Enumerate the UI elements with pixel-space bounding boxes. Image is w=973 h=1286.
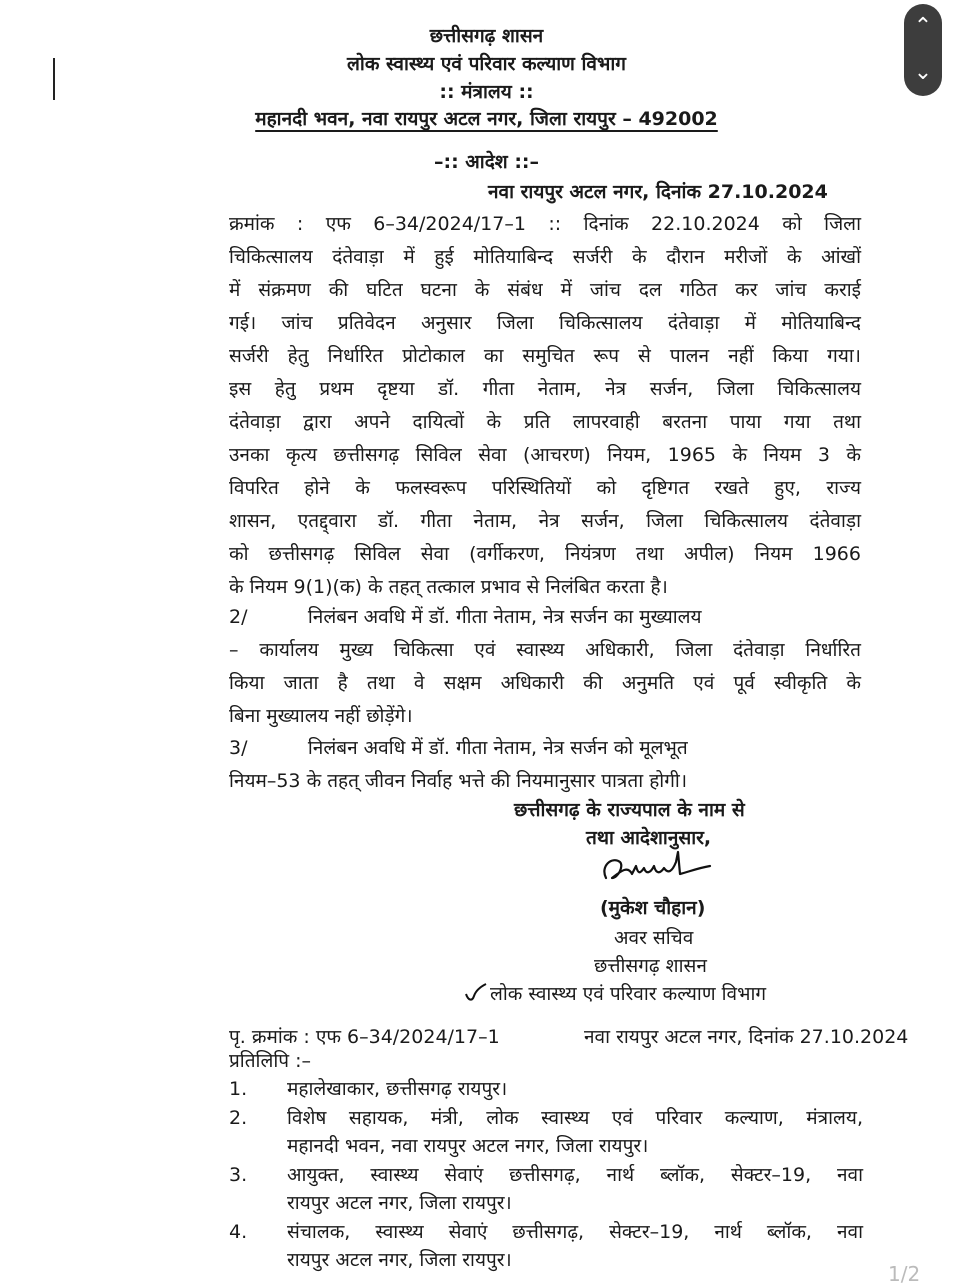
para2-line: बिना मुख्यालय नहीं छोड़ेंगे। bbox=[229, 705, 413, 727]
para1-line: विपरित होने के फलस्वरूप परिस्थितियों को दृष्टिगत रखते हुए, राज्य bbox=[229, 477, 861, 499]
para1-line: के नियम 9(1)(क) के तहत् तत्काल प्रभाव से निलंबित करता है। bbox=[229, 576, 668, 598]
copy-item-line: महानदी भवन, नवा रायपुर अटल नगर, जिला रायपुर। bbox=[287, 1135, 649, 1157]
header-government: छत्तीसगढ़ शासन bbox=[429, 25, 544, 47]
para1-line: शासन, एतद्द्वारा डॉ. गीता नेताम, नेत्र सर्जन, जिला चिकित्सालय दंतेवाड़ा bbox=[229, 510, 861, 532]
authority-line-1: छत्तीसगढ़ के राज्यपाल के नाम से bbox=[514, 799, 745, 821]
copy-item-line: रायपुर अटल नगर, जिला रायपुर। bbox=[287, 1249, 512, 1271]
endorsement-ref: पृ. क्रमांक : एफ 6–34/2024/17–1 bbox=[229, 1026, 500, 1048]
para2-line: 2/ निलंबन अवधि में डॉ. गीता नेताम, नेत्र सर्जन का मुख्यालय bbox=[229, 606, 702, 628]
copy-item-number: 3. bbox=[229, 1164, 248, 1186]
para1-line: उनका कृत्य छत्तीसगढ़ सिविल सेवा (आचरण) नियम, 1965 के नियम 3 के bbox=[229, 444, 861, 466]
copy-item-line: रायपुर अटल नगर, जिला रायपुर। bbox=[287, 1192, 512, 1214]
signatory-designation: अवर सचिव bbox=[614, 927, 694, 949]
para1-line: को छत्तीसगढ़ सिविल सेवा (वर्गीकरण, नियंत्रण तथा अपील) नियम 1966 bbox=[229, 543, 861, 565]
chevron-down-icon[interactable]: ⌄ bbox=[913, 60, 933, 85]
para2-line: किया जाता है तथा वे सक्षम अधिकारी की अनुमति एवं पूर्व स्वीकृति के bbox=[229, 672, 861, 694]
para1-line: गई। जांच प्रतिवेदन अनुसार जिला चिकित्सालय दंतेवाड़ा में मोतियाबिन्द bbox=[229, 312, 861, 334]
header-department: लोक स्वास्थ्य एवं परिवार कल्याण विभाग bbox=[347, 53, 626, 75]
copy-item-number: 1. bbox=[229, 1078, 248, 1100]
header-ministry: :: मंत्रालय :: bbox=[439, 81, 534, 103]
copy-item-line: विशेष सहायक, मंत्री, लोक स्वास्थ्य एवं परिवार कल्याण, मंत्रालय, bbox=[287, 1107, 863, 1129]
page-nav-control bbox=[904, 4, 942, 96]
para1-line: दंतेवाड़ा द्वारा अपने दायित्वों के प्रति लापरवाही बरतना पाया गया तथा bbox=[229, 411, 861, 433]
authority-line-2: तथा आदेशानुसार, bbox=[586, 827, 712, 849]
signatory-name: (मुकेश चौहान) bbox=[600, 897, 706, 919]
para3-line: 3/ निलंबन अवधि में डॉ. गीता नेताम, नेत्र सर्जन को मूलभूत bbox=[229, 737, 688, 759]
order-heading: –:: आदेश ::– bbox=[433, 151, 540, 173]
endorsement-place-date: नवा रायपुर अटल नगर, दिनांक 27.10.2024 bbox=[584, 1026, 909, 1048]
copy-item-line: आयुक्त, स्वास्थ्य सेवाएं छत्तीसगढ़, नार्थ ब्लॉक, सेक्टर–19, नवा bbox=[287, 1164, 863, 1186]
signature-image bbox=[598, 848, 738, 896]
header-address: महानदी भवन, नवा रायपुर अटल नगर, जिला रायपुर – 492002 bbox=[255, 108, 718, 130]
copy-item-number: 2. bbox=[229, 1107, 248, 1129]
page-indicator: 1/2 bbox=[888, 1262, 921, 1286]
para2-line: – कार्यालय मुख्य चिकित्सा एवं स्वास्थ्य अधिकारी, जिला दंतेवाड़ा निर्धारित bbox=[229, 639, 861, 661]
signatory-government: छत्तीसगढ़ शासन bbox=[594, 955, 707, 977]
para1-line: में संक्रमण की घटित घटना के संबंध में जांच दल गठित कर जांच कराई bbox=[229, 279, 861, 301]
para1-line: इस हेतु प्रथम दृष्टया डॉ. गीता नेताम, नेत्र सर्जन, जिला चिकित्सालय bbox=[229, 378, 861, 400]
copy-item-number: 4. bbox=[229, 1221, 248, 1243]
para1-line: क्रमांक : एफ 6–34/2024/17–1 :: दिनांक 22.10.2024 को जिला bbox=[229, 213, 861, 235]
copy-label: प्रतिलिपि :– bbox=[229, 1050, 312, 1072]
copy-item-line: संचालक, स्वास्थ्य सेवाएं छत्तीसगढ़, सेक्टर–19, नार्थ ब्लॉक, नवा bbox=[287, 1221, 863, 1243]
para1-line: चिकित्सालय दंतेवाड़ा में हुई मोतियाबिन्द सर्जरी के दौरान मरीजों के आंखों bbox=[229, 246, 861, 268]
para1-line: सर्जरी हेतु निर्धारित प्रोटोकाल का समुचित रूप से पालन नहीं किया गया। bbox=[229, 345, 861, 367]
hand-tick-mark bbox=[462, 980, 488, 1006]
signatory-department: लोक स्वास्थ्य एवं परिवार कल्याण विभाग bbox=[490, 983, 767, 1005]
copy-item-line: महालेखाकार, छत्तीसगढ़ रायपुर। bbox=[287, 1078, 508, 1100]
para3-line: नियम–53 के तहत् जीवन निर्वाह भत्ते की नियमानुसार पात्रता होगी। bbox=[229, 770, 688, 792]
order-place-date: नवा रायपुर अटल नगर, दिनांक 27.10.2024 bbox=[488, 181, 828, 203]
chevron-up-icon[interactable]: ⌃ bbox=[913, 14, 933, 39]
